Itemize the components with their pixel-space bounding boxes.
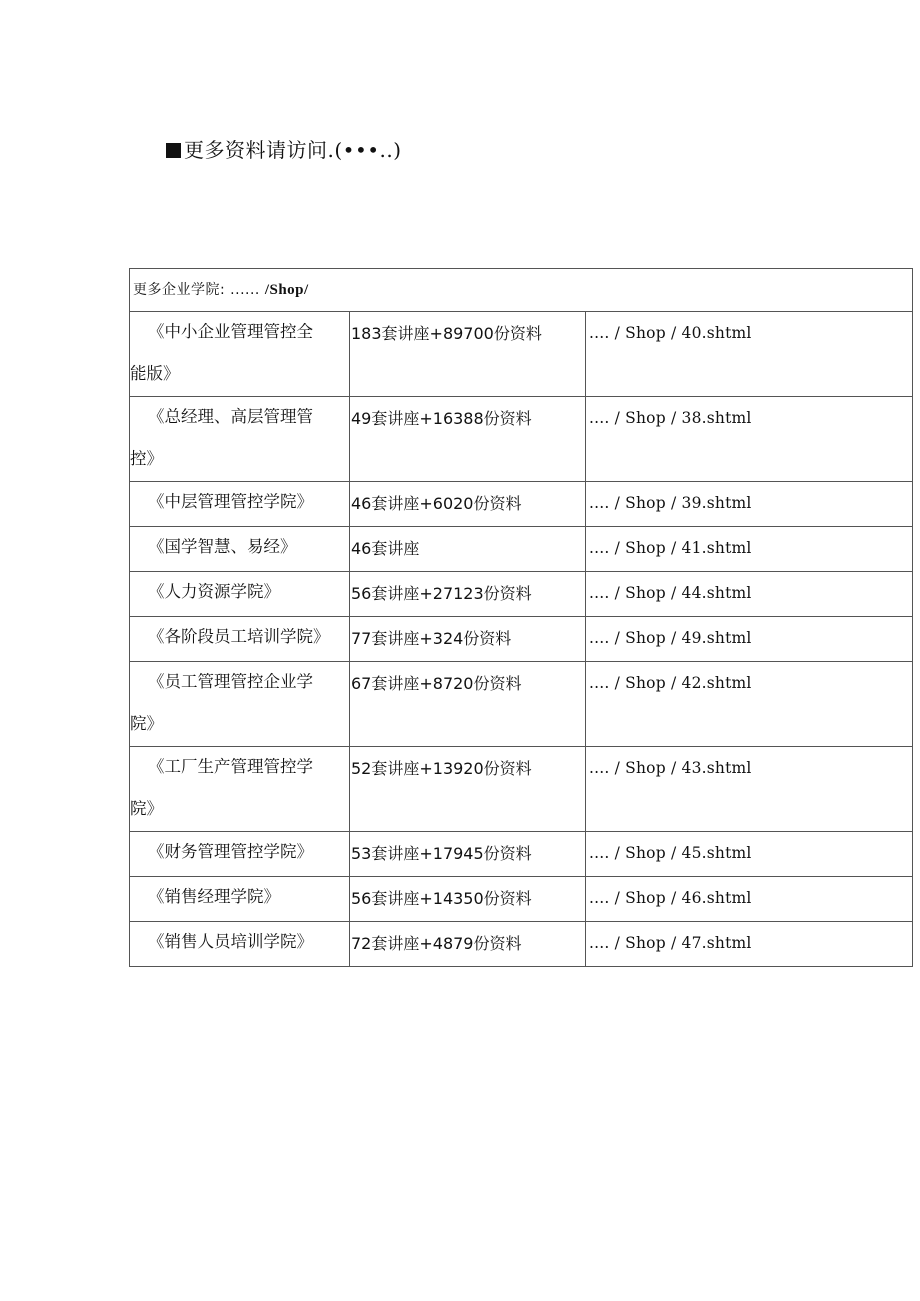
page-heading xyxy=(166,136,402,164)
course-link[interactable]: .... / Shop / 47.shtml xyxy=(586,922,913,967)
table-row xyxy=(130,397,913,482)
course-catalog-table xyxy=(129,268,913,967)
course-name-line1: 《工厂生产管理管控学 xyxy=(148,757,313,776)
course-name-cell xyxy=(130,832,350,877)
course-count-cell: 72套讲座+4879份资料 xyxy=(350,922,586,967)
caption-prefix: 更多企业学院: ...... xyxy=(133,282,265,298)
table-row xyxy=(130,527,913,572)
course-count-cell: 56套讲座+14350份资料 xyxy=(350,877,586,922)
course-name-line1: 《销售人员培训学院》 xyxy=(148,932,313,951)
table-caption-row xyxy=(130,269,913,312)
course-name-line1: 《国学智慧、易经》 xyxy=(148,537,297,556)
course-link[interactable]: .... / Shop / 45.shtml xyxy=(586,832,913,877)
course-name-cell xyxy=(130,662,350,747)
course-link[interactable]: .... / Shop / 40.shtml xyxy=(586,312,913,397)
black-square-icon xyxy=(166,143,181,158)
course-link[interactable]: .... / Shop / 49.shtml xyxy=(586,617,913,662)
course-count-cell: 46套讲座+6020份资料 xyxy=(350,482,586,527)
course-name-line1: 《中层管理管控学院》 xyxy=(148,492,313,511)
table-row xyxy=(130,747,913,832)
course-name-cell xyxy=(130,617,350,662)
course-name-line2: 院》 xyxy=(130,799,163,818)
course-link[interactable]: .... / Shop / 44.shtml xyxy=(586,572,913,617)
course-name-line1: 《财务管理管控学院》 xyxy=(148,842,313,861)
course-name-line1: 《员工管理管控企业学 xyxy=(148,672,313,691)
course-name-line2: 院》 xyxy=(130,714,163,733)
course-count-cell: 53套讲座+17945份资料 xyxy=(350,832,586,877)
table-row xyxy=(130,617,913,662)
course-count-cell: 46套讲座 xyxy=(350,527,586,572)
course-name-line1: 《人力资源学院》 xyxy=(148,582,280,601)
course-link[interactable]: .... / Shop / 41.shtml xyxy=(586,527,913,572)
heading-text: 更多资料请访问.(•••..) xyxy=(184,138,402,162)
course-name-line2: 能版》 xyxy=(130,364,180,383)
course-name-cell xyxy=(130,572,350,617)
course-name-cell xyxy=(130,747,350,832)
course-link[interactable]: .... / Shop / 43.shtml xyxy=(586,747,913,832)
table-row xyxy=(130,877,913,922)
course-count-cell: 183套讲座+89700份资料 xyxy=(350,312,586,397)
caption-shop-link[interactable]: /Shop/ xyxy=(264,282,309,298)
course-name-line1: 《各阶段员工培训学院》 xyxy=(148,627,330,646)
table-row xyxy=(130,922,913,967)
table-caption xyxy=(130,269,913,312)
course-name-cell xyxy=(130,877,350,922)
course-count-cell: 49套讲座+16388份资料 xyxy=(350,397,586,482)
table-row xyxy=(130,832,913,877)
course-name-cell xyxy=(130,312,350,397)
course-count-cell: 56套讲座+27123份资料 xyxy=(350,572,586,617)
table-row xyxy=(130,312,913,397)
course-count-cell: 67套讲座+8720份资料 xyxy=(350,662,586,747)
course-name-cell xyxy=(130,922,350,967)
course-name-cell xyxy=(130,482,350,527)
course-link[interactable]: .... / Shop / 38.shtml xyxy=(586,397,913,482)
course-name-line1: 《总经理、高层管理管 xyxy=(148,407,313,426)
table-row xyxy=(130,662,913,747)
course-name-line2: 控》 xyxy=(130,449,163,468)
course-link[interactable]: .... / Shop / 46.shtml xyxy=(586,877,913,922)
course-name-line1: 《中小企业管理管控全 xyxy=(148,322,313,341)
course-count-cell: 77套讲座+324份资料 xyxy=(350,617,586,662)
course-link[interactable]: .... / Shop / 39.shtml xyxy=(586,482,913,527)
course-name-cell xyxy=(130,397,350,482)
course-link[interactable]: .... / Shop / 42.shtml xyxy=(586,662,913,747)
course-name-line1: 《销售经理学院》 xyxy=(148,887,280,906)
course-name-cell xyxy=(130,527,350,572)
course-count-cell: 52套讲座+13920份资料 xyxy=(350,747,586,832)
table-row xyxy=(130,482,913,527)
table-row xyxy=(130,572,913,617)
